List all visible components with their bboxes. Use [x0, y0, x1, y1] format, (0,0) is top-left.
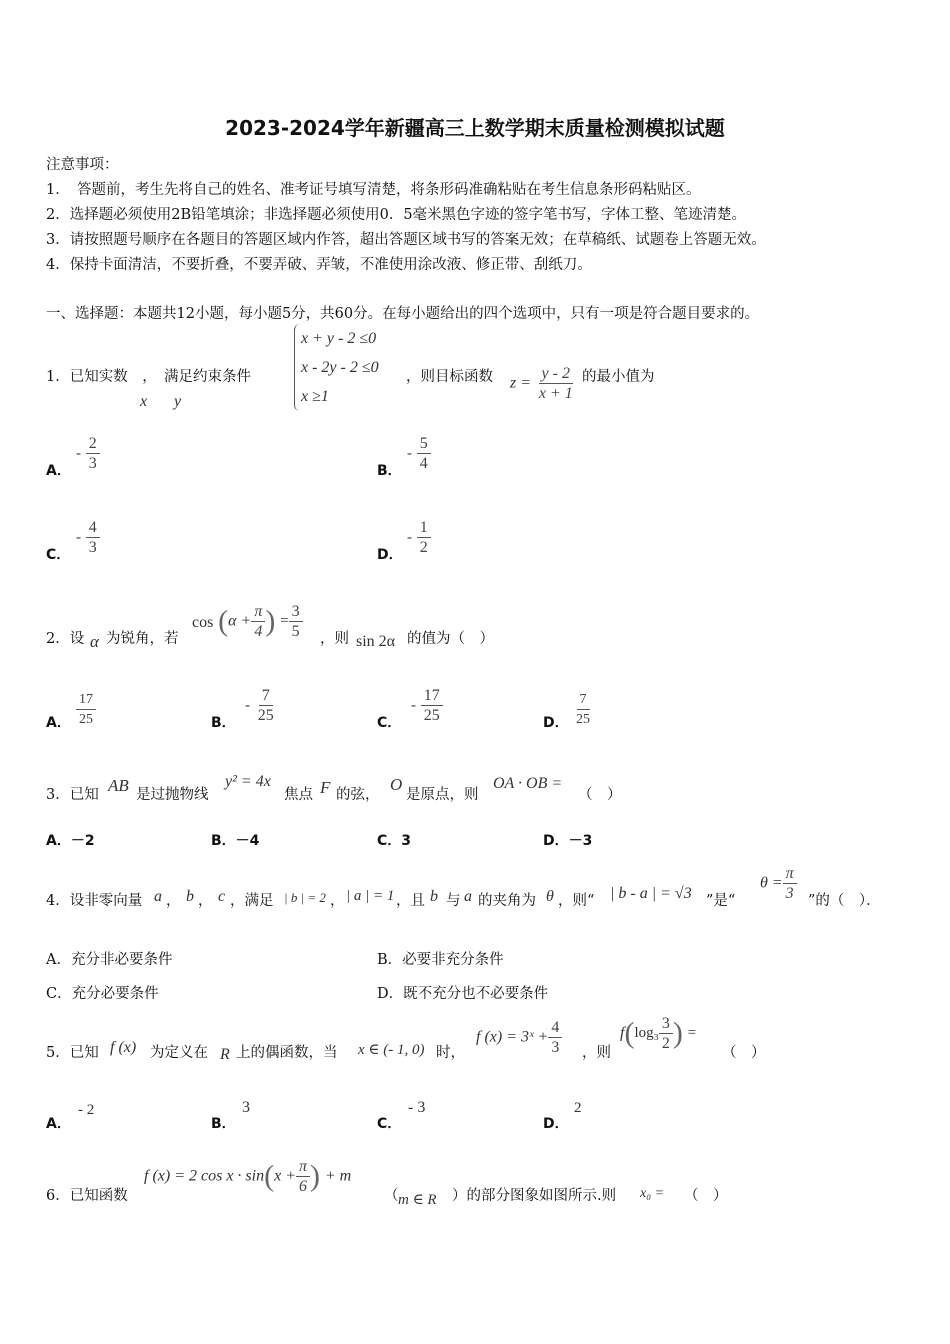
q3-ab: AB	[108, 776, 129, 795]
q1-option-c[interactable]: - $\frac{4}{3}$	[76, 518, 100, 557]
q4-norm-a: | a | = 1	[346, 888, 395, 904]
q2-stem-1: 2．设	[46, 631, 85, 647]
q1-option-d[interactable]: - $\frac{1}{2}$	[407, 518, 431, 557]
q3-option-c[interactable]: C．3	[377, 833, 412, 849]
q2-option-d-label[interactable]: D．	[543, 715, 569, 731]
q2-option-a[interactable]: $\frac{17}{25}$	[76, 690, 96, 729]
q3-stem-5: 是原点，则	[406, 787, 479, 803]
q3-stem-1: 3．已知	[46, 787, 99, 803]
q1-stem-3: 的最小值为	[582, 369, 655, 385]
q1-option-d-label[interactable]: D．	[377, 547, 403, 563]
q4-option-b[interactable]: B．必要非充分条件	[377, 952, 504, 968]
q4-option-c[interactable]: C．充分必要条件	[46, 986, 159, 1002]
note-item-2: 2．选择题必须使用2B铅笔填涂；非选择题必须使用0．5毫米黑色字迹的签字笔书写，字体工整、笔迹清楚。	[46, 207, 747, 223]
q2-stem-3: ，则	[320, 631, 349, 647]
q4-stem-4: ，满足	[230, 893, 274, 909]
note-item-1: 1． 答题前，考生先将自己的姓名、准考证号填写清楚，将条形码准确粘贴在考生信息条形码粘贴区。	[46, 182, 701, 198]
q5-option-b[interactable]: 3	[242, 1099, 250, 1116]
q4-condition: | b - a | = √3	[610, 885, 692, 902]
q4-vec-c: c	[218, 888, 226, 905]
q3-o: O	[390, 775, 403, 794]
page-title: 2023-2024学年新疆高三上数学期末质量检测模拟试题	[225, 116, 725, 140]
q5-stem-2: 为定义在	[150, 1045, 208, 1061]
q3-f: F	[320, 778, 331, 797]
q4-stem-11: ”的（ ）．	[808, 893, 881, 909]
q6-m-in-r: m ∈ R	[398, 1192, 437, 1208]
q2-option-c[interactable]: - $\frac{17}{25}$	[411, 686, 443, 725]
q4-vec-a-2: a	[464, 888, 472, 905]
q5-definition: f (x) = 3ˣ + $\frac{4}{3}$	[476, 1018, 562, 1057]
q5-domain: x ∈ (- 1, 0)	[358, 1042, 425, 1058]
q4-stem-1: 4．设非零向量	[46, 893, 143, 909]
q4-option-a[interactable]: A．充分非必要条件	[46, 952, 173, 968]
q5-option-a[interactable]: - 2	[78, 1102, 95, 1118]
q5-option-c-label[interactable]: C．	[377, 1116, 402, 1132]
note-item-3: 3．请按照题号顺序在各题目的答题区域内作答，超出答题区域书写的答案无效；在草稿纸、试题卷上答题无效。	[46, 232, 766, 248]
q4-stem-2: ，	[166, 893, 181, 909]
q2-condition: cos (α + $\frac{\pi}{4}$ ) = $\frac{3}{5}$	[192, 602, 303, 641]
q3-stem-2: 是过抛物线	[136, 787, 209, 803]
q5-stem-4: 时，	[436, 1045, 465, 1061]
q4-norm-b: | b | = 2	[284, 890, 326, 905]
q2-option-b[interactable]: - $\frac{7}{25}$	[245, 687, 274, 724]
q1-constraint-1: x + y - 2 ≤0	[301, 330, 377, 347]
q6-stem-1: 6．已知函数	[46, 1188, 128, 1204]
q3-stem-6: （ ）	[578, 787, 622, 803]
q1-constraints	[294, 324, 379, 411]
q4-stem-5: ，	[330, 893, 345, 909]
q3-parabola: y² = 4x	[225, 773, 271, 790]
q5-stem-6: （ ）	[722, 1045, 766, 1061]
q1-option-a-label[interactable]: A．	[46, 463, 71, 479]
q4-stem-10: ”是“	[706, 893, 736, 909]
q5-call: f(log₃ $\frac{3}{2}$ ) =	[620, 1015, 697, 1052]
q4-theta-value: θ = $\frac{\pi}{3}$	[760, 864, 797, 903]
q4-vec-b: b	[186, 888, 194, 905]
q1-option-b-label[interactable]: B．	[377, 463, 402, 479]
q6-x0: x₀ =	[640, 1186, 665, 1201]
q1-stem-1: 1．已知实数 ， 满足约束条件	[46, 369, 251, 385]
note-item-4: 4．保持卡面清洁，不要折叠，不要弄破、弄皱，不准使用涂改液、修正带、刮纸刀。	[46, 257, 592, 273]
q1-option-a[interactable]: - $\frac{2}{3}$	[76, 434, 100, 473]
q5-r: R	[220, 1046, 230, 1063]
q5-option-b-label[interactable]: B．	[211, 1116, 236, 1132]
q2-stem-2: 为锐角，若	[106, 631, 179, 647]
q1-stem-2: ，则目标函数	[406, 369, 493, 385]
q1-option-c-label[interactable]: C．	[46, 547, 71, 563]
q4-stem-3: ，	[198, 893, 213, 909]
q4-theta: θ	[546, 888, 554, 905]
q2-option-b-label[interactable]: B．	[211, 715, 236, 731]
q5-stem-3: 上的偶函数，当	[236, 1045, 338, 1061]
section-1-heading: 一、选择题：本题共12小题，每小题5分，共60分。在每小题给出的四个选项中，只有一项是符合题目要求的。	[46, 306, 760, 322]
q1-constraint-2: x - 2y - 2 ≤0	[301, 359, 379, 376]
q4-stem-8: 的夹角为	[478, 893, 536, 909]
q3-stem-4: 的弦，	[336, 787, 380, 803]
q4-stem-7: 与	[446, 893, 461, 909]
q5-option-d[interactable]: 2	[574, 1100, 582, 1116]
q5-fx: f (x)	[110, 1039, 137, 1056]
q5-stem-1: 5．已知	[46, 1045, 99, 1061]
q2-stem-4: 的值为（ ）	[407, 631, 494, 647]
q6-stem-3: ）的部分图象如图所示.则	[452, 1188, 617, 1204]
q1-option-b[interactable]: - $\frac{5}{4}$	[407, 434, 431, 473]
q5-option-d-label[interactable]: D．	[543, 1116, 569, 1132]
q1-var-y: y	[174, 393, 182, 410]
q4-stem-9: ，则“	[558, 893, 595, 909]
q6-stem-2: （	[384, 1188, 399, 1204]
q3-option-a[interactable]: A．－2	[46, 833, 95, 849]
q2-sin2a: sin 2α	[356, 633, 396, 650]
q2-option-d[interactable]: $\frac{7}{25}$	[576, 692, 590, 727]
q3-option-b[interactable]: B．－4	[211, 833, 260, 849]
q6-function: f (x) = 2 cos x · sin(x + $\frac{\pi}{6}$ ) + m	[144, 1158, 352, 1195]
q1-var-x: x	[140, 393, 148, 410]
notes-heading: 注意事项：	[46, 157, 119, 173]
q4-stem-6: ，且	[396, 893, 425, 909]
q5-stem-5: ，则	[582, 1045, 611, 1061]
q2-option-c-label[interactable]: C．	[377, 715, 402, 731]
q5-option-c[interactable]: - 3	[408, 1099, 426, 1116]
q4-option-d[interactable]: D．既不充分也不必要条件	[377, 986, 549, 1002]
q1-constraint-3: x ≥1	[301, 388, 329, 405]
q4-vec-a: a	[154, 888, 162, 905]
q1-objective: z = $\frac{y - 2}{x + 1}$	[510, 365, 573, 402]
q2-option-a-label[interactable]: A．	[46, 715, 71, 731]
q4-vec-b-2: b	[430, 888, 438, 905]
q5-option-a-label[interactable]: A．	[46, 1116, 71, 1132]
q6-stem-4: （ ）	[684, 1188, 728, 1204]
q3-option-d[interactable]: D．－3	[543, 833, 593, 849]
q3-stem-3: 焦点	[284, 787, 313, 803]
q3-dot-product: OA · OB =	[493, 775, 563, 792]
q2-alpha: α	[90, 632, 99, 651]
